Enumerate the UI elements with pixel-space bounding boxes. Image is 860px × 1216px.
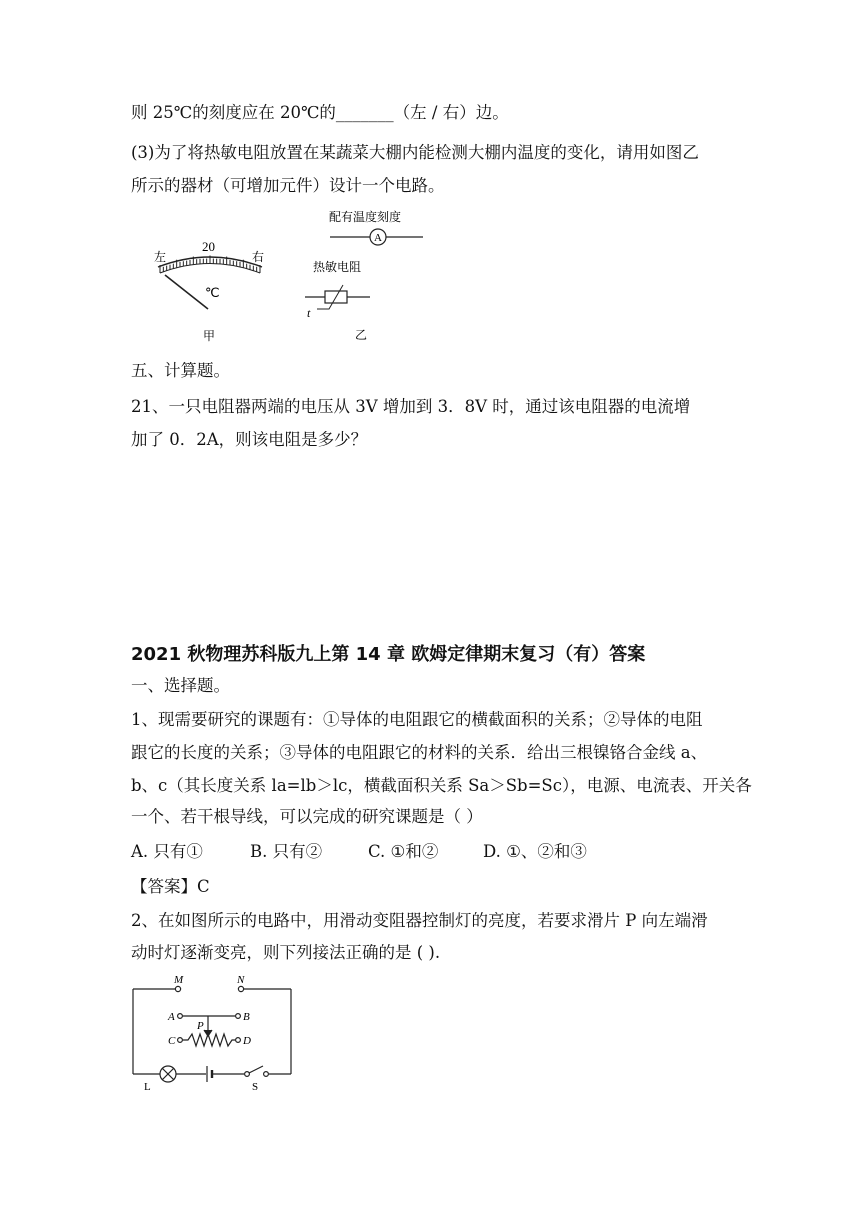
scale-right-label: 右 [252, 250, 265, 264]
q1-line-2: 跟它的长度的关系；③导体的电阻跟它的材料的关系．给出三根镍铬合金线 a、 [131, 743, 708, 762]
figure-yi-caption: 乙 [355, 328, 368, 342]
ammeter-symbol: A [374, 232, 382, 244]
q20-line-2: (3)为了将热敏电阻放置在某蔬菜大棚内能检测大棚内温度的变化，请用如图乙 [131, 143, 699, 162]
pointer-needle [165, 275, 208, 309]
figure-jia-scale [140, 235, 280, 350]
q1-answer: 【答案】C [131, 877, 210, 896]
label-P: P [197, 1020, 204, 1032]
section-5-heading: 五、计算题。 [131, 361, 230, 380]
q20-line-3: 所示的器材（可增加元件）设计一个电路。 [131, 176, 445, 195]
label-D: D [243, 1035, 251, 1047]
scale-left-label: 左 [154, 250, 167, 264]
q1-line-4: 一个、若干根导线，可以完成的研究课题是（ ） [131, 807, 483, 826]
label-C: C [168, 1035, 176, 1047]
circuit-diagram [128, 972, 298, 1094]
section-1-heading: 一、选择题。 [131, 676, 230, 695]
q1-line-3: b、c（其长度关系 la=lb＞lc，横截面积关系 Sa＞Sb=Sc），电源、电流表、开关各 [131, 776, 752, 795]
ammeter-label: 配有温度刻度 [329, 210, 402, 224]
label-N: N [237, 974, 245, 986]
label-B: B [243, 1011, 250, 1023]
label-M: M [174, 974, 184, 986]
q1-option-d: D. ①、②和③ [483, 842, 587, 861]
q1-option-b: B. 只有② [250, 842, 323, 861]
answers-title: 2021 秋物理苏科版九上第 14 章 欧姆定律期末复习（有）答案 [131, 644, 646, 665]
q1-option-a: A. 只有① [131, 842, 203, 861]
q2-line-2: 动时灯逐渐变亮，则下列接法正确的是 ( ). [131, 943, 441, 962]
switch-icon [249, 1066, 263, 1073]
label-L: L [144, 1081, 151, 1093]
scale-unit: ℃ [205, 285, 220, 300]
q20-line-1: 则 25℃的刻度应在 20℃的_______（左 / 右）边。 [131, 103, 509, 122]
label-S: S [252, 1081, 259, 1093]
q2-line-1: 2、在如图所示的电路中，用滑动变阻器控制灯的亮度，若要求滑片 P 向左端滑 [131, 911, 708, 930]
figure-jia-caption: 甲 [203, 329, 216, 343]
scale-20-label: 20 [202, 239, 215, 254]
label-A: A [168, 1011, 175, 1023]
q1-line-1: 1、现需要研究的课题有：①导体的电阻跟它的横截面积的关系；②导体的电阻 [131, 710, 703, 729]
figure-yi [295, 205, 435, 345]
q1-option-c: C. ①和② [368, 842, 439, 861]
q21-line-2: 加了 0．2A，则该电阻是多少？ [131, 430, 368, 449]
thermistor-label: 热敏电阻 [313, 260, 362, 274]
q21-line-1: 21、一只电阻器两端的电压从 3V 增加到 3．8V 时，通过该电阻器的电流增 [131, 397, 691, 416]
thermistor-t: t [307, 306, 311, 320]
